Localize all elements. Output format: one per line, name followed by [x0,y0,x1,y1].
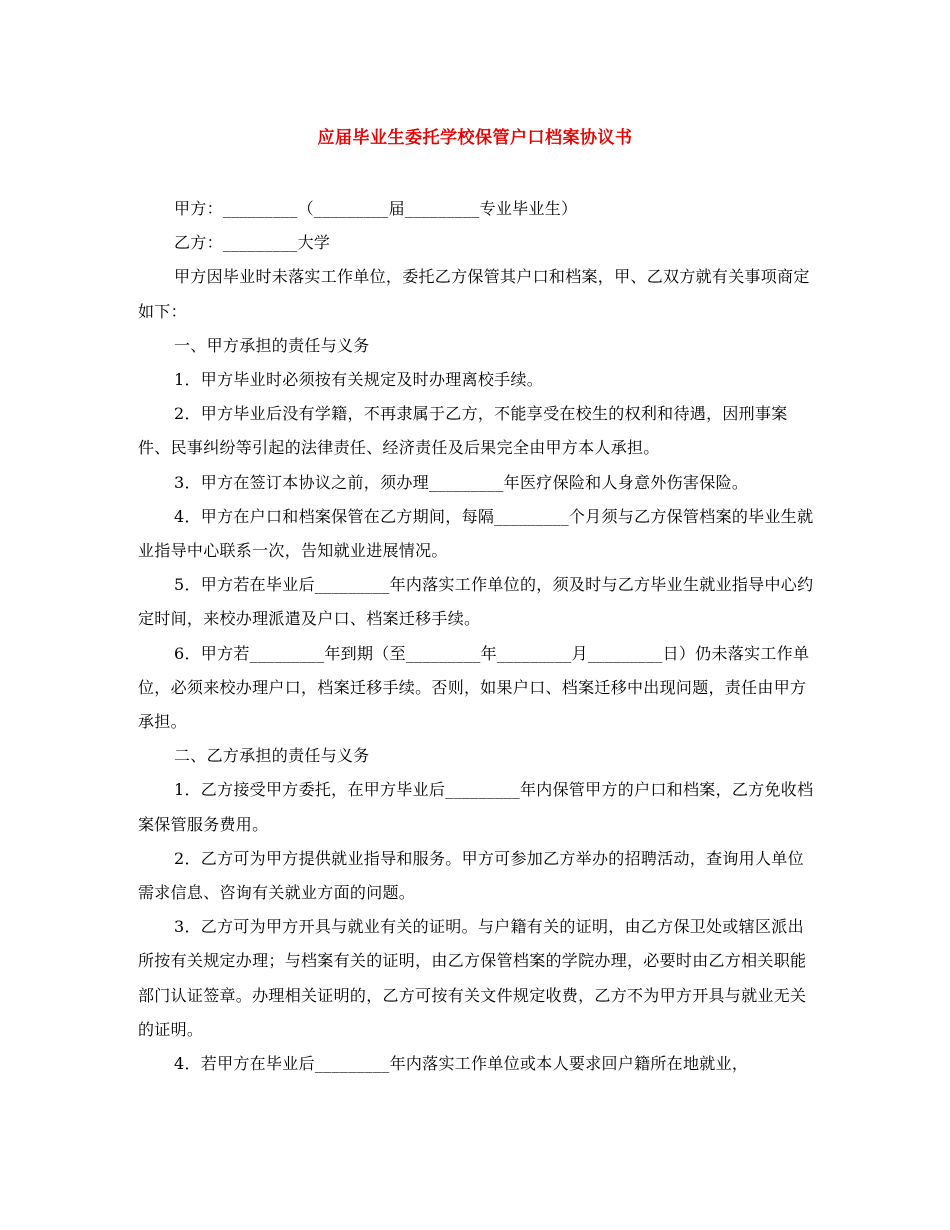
clause-a-1: 1．甲方毕业时必须按有关规定及时办理离校手续。 [174,370,544,390]
clause-a-2: 2．甲方毕业后没有学籍，不再隶属于乙方，不能享受在校生的权利和待遇，因刑事案件、民事纠纷等引起的法律责任、经济责任及后果完全由甲方本人承担。 [138,404,788,458]
clause-b-2: 2．乙方可为甲方提供就业指导和服务。甲方可参加乙方举办的招聘活动，查询用人单位需求信息、咨询有关就业方面的问题。 [138,848,804,903]
clause-b-1: 1．乙方接受甲方委托，在甲方毕业后_________年内保管甲方的户口和档案，乙方免收档案保管服务费用。 [138,780,814,834]
party-a-line: 甲方：_________（_________届_________专业毕业生） [174,199,578,218]
document-body [138,192,818,1081]
section-heading-party-b-duties: 二、乙方承担的责任与义务 [174,746,370,766]
clause-a-3: 3．甲方在签订本协议之前，须办理_________年医疗保险和人身意外伤害保险。 [174,472,749,492]
clause-a-6: 6．甲方若_________年到期（至_________年_________月_________日）仍未落实工作单位，必须来校办理户口，档案迁移手续。否则，如果户口、档案迁移中出现问题，责任由甲方承担。 [138,643,810,732]
party-b-line: 乙方：_________大学 [174,233,331,253]
clause-a-4: 4．甲方在户口和档案保管在乙方期间，每隔_________个月须与乙方保管档案的毕业生就业指导中心联系一次，告知就业进展情况。 [138,506,814,561]
clause-b-4: 4．若甲方在毕业后_________年内落实工作单位或本人要求回户籍所在地就业， [174,1054,749,1074]
clause-b-3: 3．乙方可为甲方开具与就业有关的证明。与户籍有关的证明，由乙方保卫处或辖区派出所按有关规定办理；与档案有关的证明，由乙方保管档案的学院办理，必要时由乙方相关职能部门认证签章。办理相关证明的，乙方可按有关文件规定收费，乙方不为甲方开具与就业无关的证明。 [138,917,807,1039]
preamble-paragraph: 甲方因毕业时未落实工作单位，委托乙方保管其户口和档案，甲、乙双方就有关事项商定如下： [138,267,810,321]
document-title: 应届毕业生委托学校保管户口档案协议书 [317,128,633,148]
clause-a-5: 5．甲方若在毕业后_________年内落实工作单位的，须及时与乙方毕业生就业指导中心约定时间，来校办理派遣及户口、档案迁移手续。 [138,575,814,629]
section-heading-party-a-duties: 一、甲方承担的责任与义务 [174,335,370,355]
